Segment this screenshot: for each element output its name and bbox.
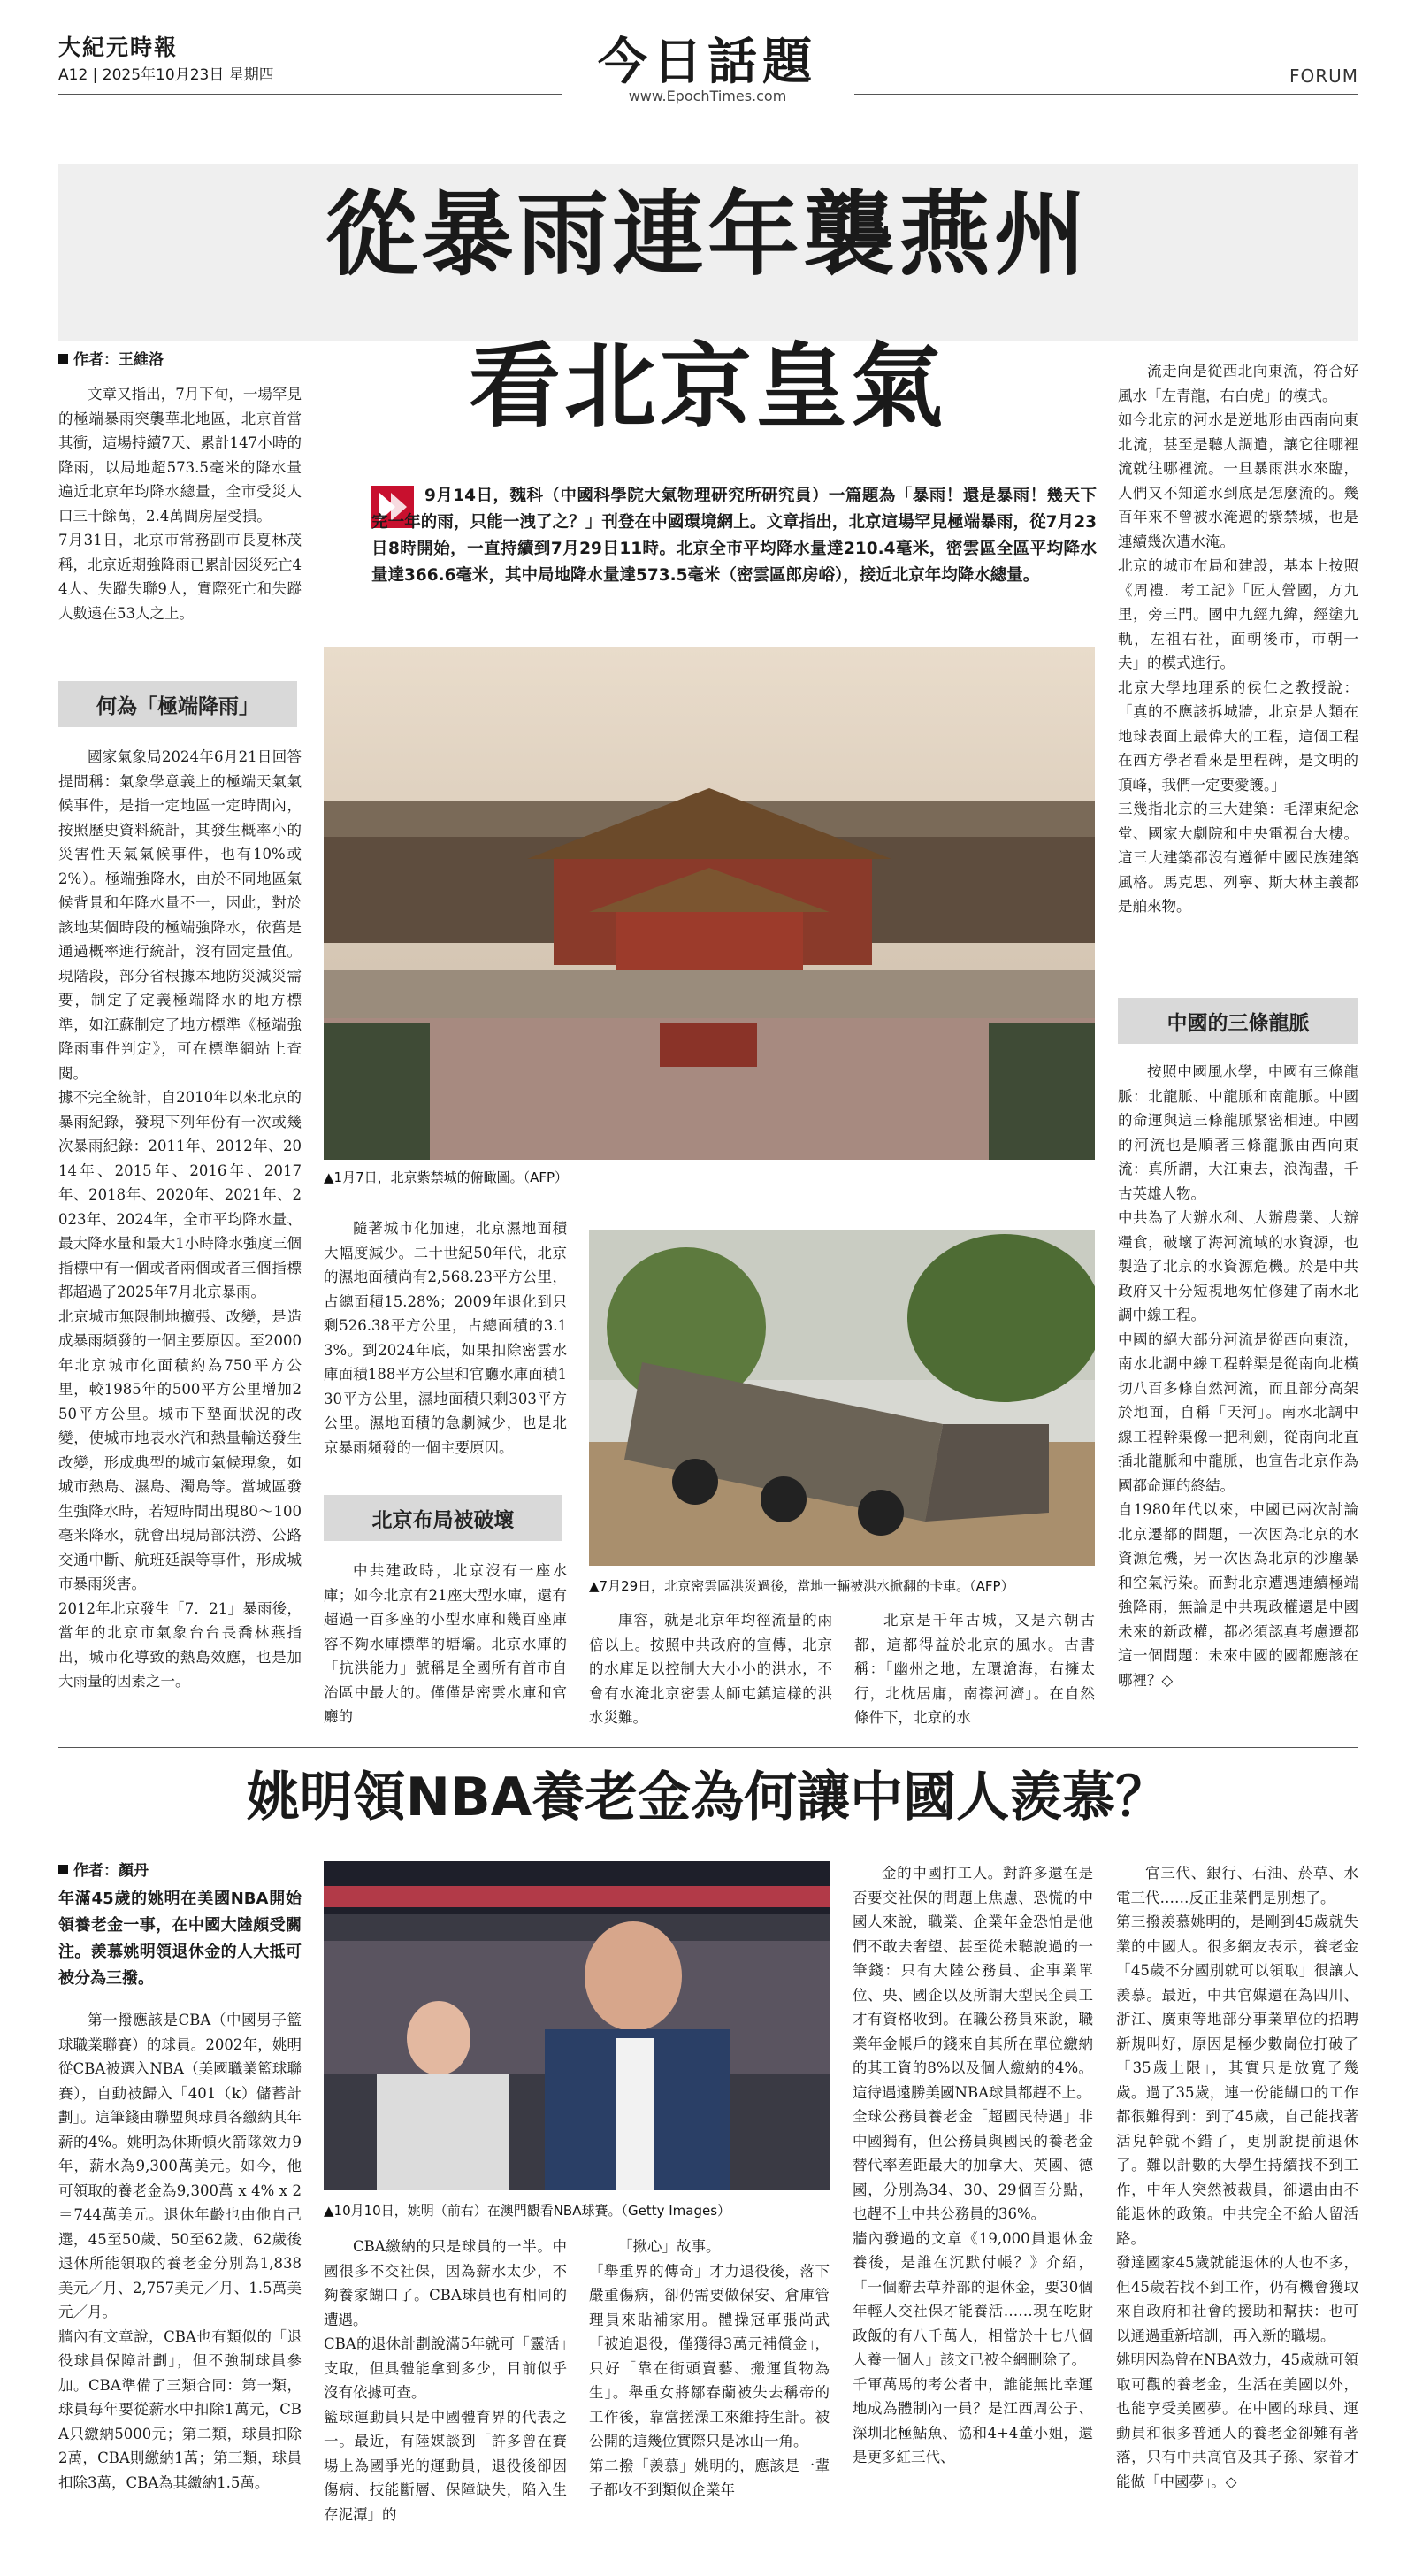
header-rule	[58, 94, 562, 95]
article1-col2-text: 隨著城市化加速，北京濕地面積大幅度減少。二十世紀50年代，北京的濕地面積尚有2,568.23平方公里，占總面積15.28%；2009年退化到只剩526.38平方公里，占總面積的3.13%。到2024年底，如果扣除密雲水庫面積188平方公里和官廳水庫面積130平方公里，濕地面積只剩303平方公里。濕地面積的急劇減少，也是北京暴雨頻發的一個主要原因。	[324, 1220, 567, 1456]
article-divider	[58, 1747, 1358, 1748]
page-info: A12 | 2025年10月23日 星期四	[58, 66, 274, 84]
article1-col2	[324, 1216, 567, 1482]
article2-col5	[1116, 1861, 1358, 2553]
article1-lead: 9月14日，魏科（中國科學院大氣物理研究所研究員）一篇題為「暴雨！還是暴雨！幾天下完一年的雨，只能一洩了之？」刊登在中國環境網上。文章指出，北京這場罕見極端暴雨，從7月23日8時開始，一直持續到7月29日11時。北京全市平均降水量達210.4毫米，密雲區全區平均降水量達366.6毫米，其中局地降水量達573.5毫米（密雲區郎房峪），接近北京年均降水總量。	[371, 487, 1097, 585]
byline-square-icon	[58, 354, 68, 364]
website: www.EpochTimes.com	[628, 88, 787, 104]
article2-title: 姚明領NBA養老金為何讓中國人羨慕？	[246, 1767, 1169, 1828]
section-en: FORUM	[1289, 65, 1358, 87]
masthead-paper-name: 大紀元時報	[58, 34, 179, 60]
article2-col2-text: CBA繳納的只是球員的一半。中國很多不交社保，因為薪水太少，不夠養家餬口了。CBA球員也有相同的遭遇。 CBA的退休計劃說滿5年就可「靈活」支取，但具體能拿到多少，目前似乎沒有依據可查。 籃球運動員只是中國體育界的代表之一。最近，有陸媒談到「許多曾在賽場上為國爭光的運動員，退役後卻因傷病、技能斷層、保障缺失，陷入生存泥潭」的	[324, 2238, 567, 2523]
article1-byline	[58, 347, 164, 369]
article1-col5b	[1118, 1060, 1358, 1732]
photo-forbidden-city	[324, 647, 1095, 1160]
article2-lead: 年滿45歲的姚明在美國NBA開始領養老金一事，在中國大陸頗受關注。羨慕姚明領退休金的人大抵可被分為三撥。	[58, 1890, 302, 1988]
section-heading-extreme-rain: 何為「極端降雨」	[58, 681, 297, 727]
article2-col4-text: 金的中國打工人。對許多還在是否要交社保的問題上焦慮、恐慌的中國人來說，職業、企業年金恐怕是他們不敢去奢望、甚至從未聽說過的一筆錢：只有大陸公務員、企事業單位、央、國企以及所謂大型民企員工才有資格收到。在職公務員來說，職業年金帳戶的錢來自其所在單位繳納的其工資的8%以及個人繳納的4%。這待遇遠勝美國NBA球員都趕不上。 全球公務員養老金「超國民待遇」非中國獨有，但公務員與國民的養老金替代率差距最大的加拿大、英國、德國，分別為34、30、29個百分點，也趕不上中共公務員的36%。 牆內發過的文章《19,000員退休金養後，是誰在沉默付帳？》介紹，「一個辭去草莽部的退休金，要30個年輕人交社保才能養活……現在吃財政飯的有八千萬人，相當於十七八個人養一個人」該文已被全網刪除了。 千軍萬馬的考公者中，誰能無比幸運地成為體制內一員？是江西周公子、深圳北極鮎魚、協和4+4董小姐，還是更多紅三代、	[853, 1865, 1093, 2465]
article2-col3	[589, 2235, 830, 2553]
article1-col1b-text: 國家氣象局2024年6月21日回答提問稱：氣象學意義上的極端天氣氣候事件，是指一定地區一定時間內，按照歷史資料統計，其發生概率小的災害性天氣氣候事件，也有10%或2%）。極端強降水，由於不同地區氣候背景和年降水量不一，因此，對於該地某個時段的極端強降水，依舊是通過概率進行統計，沒有固定量值。現階段，部分省根據本地防災減災需要，制定了定義極端降水的地方標準，如江蘇制定了地方標準《極端強降雨事件判定》，可在標準網站上查閱。 據不完全統計，自2010年以來北京的暴雨紀錄，發現下列年份有一次或幾次暴雨紀錄：2011年、2012年、2014年、2015年、2016年、2017年、2018年、2020年、2021年、2023年、2024年，全市平均降水量、最大降水量和最大1小時降水強度三個指標中有一個或者兩個或者三個指標都超過了2025年7月北京暴雨。 北京城市無限制地擴張、改變，是造成暴雨頻發的一個主要原因。至2000年北京城市化面積約為750平方公里，較1985年的500平方公里增加250平方公里。城市下墊面狀況的改變，使城市地表水汽和熱量輸送發生改變，形成典型的城市氣候現象，如城市熱島、濕島、濁島等。當城區發生強降水時，若短時間出現80～100毫米降水，就會出現局部洪澇、公路交通中斷、航班延誤等事件，形成城市暴雨災害。 2012年北京發生「7．21」暴雨後，當年的北京市氣象台台長喬林燕指出，城市化導致的熱島效應，也是加大雨量的因素之一。	[58, 748, 302, 1690]
article1-col2b	[324, 1559, 567, 1727]
article1-col5b-text: 按照中國風水學，中國有三條龍脈：北龍脈、中龍脈和南龍脈。中國的命運與這三條龍脈緊密相連。中國的河流也是順著三條龍脈由西向東流：真所謂，大江東去，浪淘盡，千古英雄人物。 中共為了大辦水利、大辦農業、大辦糧食，破壞了海河流域的水資源，也製造了北京的水資源危機。於是中共政府又十分短視地匆忙修建了南水北調中線工程。 中國的絕大部分河流是從西向東流，南水北調中線工程幹渠是從南向北橫切八百多條自然河流，而且部分高架於地面，自稱「天河」。南水北調中線工程幹渠像一把利劍，從南向北直插北龍脈和中龍脈，也宣告北京作為國都命運的終結。 自1980年代以來，中國已兩次討論北京遷都的問題，一次因為北京的水資源危機，另一次因為北京的沙塵暴和空氣污染。而對北京遭遇連續極端強降雨，無論是中共現政權還是中國未來的新政權，都必須認真考慮遷都這一個問題：未來中國的國都應該在哪裡？◇	[1118, 1063, 1358, 1689]
header-rule-right	[854, 94, 1358, 95]
article1-title-line2: 看北京皇氣	[468, 332, 946, 441]
article2-col3-text: 「揪心」故事。 「舉重界的傳奇」才力退役後，落下嚴重傷病，卻仍需要做保安、倉庫管理員來貼補家用。體操冠軍張尚武「被迫退役，僅獲得3萬元補償金」，只好「靠在街頭賣藝、搬運貨物為生」。舉重女將鄒春蘭被失去稱帝的工作後，靠當搓澡工來維持生計。被公開的這幾位實際只是冰山一角。 第二撥「羨慕」姚明的，應該是一輩子都收不到類似企業年	[589, 2238, 830, 2498]
article2-col5-text: 官三代、銀行、石油、菸草、水電三代……反正韭菜們是別想了。 第三撥羨慕姚明的，是剛到45歲就失業的中國人。很多網友表示，養老金「45歲不分國別就可以領取」很讓人羨慕。最近，中共官媒還在為四川、浙江、廣東等地部分事業單位的招聘新規叫好，原因是極少數崗位打破了「35歲上限」，其實只是放寬了幾歲。過了35歲，連一份能餬口的工作都很難得到：到了45歲，自己能找著活兒幹就不錯了，更別說提前退休了。難以計數的大學生持續找不到工作，中年人突然被裁員，卻還由由不能退休的政策。中共完全不給人留活路。 發達國家45歲就能退休的人也不多，但45歲若找不到工作，仍有機會獲取來自政府和社會的援助和幫扶：也可以通過重新培訓，再入新的職場。 姚明因為曾在NBA效力，45歲就可領取可觀的養老金，生活在美國以外，也能享受美國夢。在中國的球員、運動員和很多普通人的養老金卻難有著落，只有中共高官及其子孫、家眷才能做「中國夢」。◇	[1116, 1865, 1358, 2490]
photo2-caption: ▲7月29日，北京密雲區洪災過後，當地一輛被洪水掀翻的卡車。（AFP）	[589, 1578, 1014, 1594]
article1-byline-text: 作者：王維洛	[73, 351, 164, 369]
article1-col5	[1118, 359, 1358, 987]
section-heading-beijing-layout: 北京布局被破壞	[324, 1495, 562, 1541]
section-title: 今日話題	[598, 34, 817, 91]
article2-col4	[853, 1861, 1093, 2553]
photo-overturned-truck	[589, 1230, 1095, 1566]
article2-byline-text: 作者：顏丹	[73, 1862, 149, 1880]
article1-col5-text: 流走向是從西北向東流，符合好風水「左青龍，右白虎」的模式。 如今北京的河水是逆地形由西南向東北流，甚至是聽人調遣，讓它往哪裡流就往哪裡流。一旦暴雨洪水來臨，人們又不知道水到底是怎麼流的。幾百年來不曾被水淹過的紫禁城，也是連續幾次遭水淹。 北京的城市布局和建設，基本上按照《周禮．考工記》「匠人營國，方九里，旁三門。國中九經九緯，經塗九軌，左祖右社，面朝後市，市朝一夫」的模式進行。 北京大學地理系的侯仁之教授說：「真的不應該拆城牆，北京是人類在地球表面上最偉大的工程，這個工程在西方學者看來是里程碑，是文明的頂峰，我們一定要愛護。」 三幾指北京的三大建築：毛澤東紀念堂、國家大劇院和中央電視台大樓。這三大建築都沒有遵循中國民族建築風格。馬克思、列寧、斯大林主義都是舶來物。	[1118, 363, 1358, 915]
article1-col2b-text: 中共建政時，北京沒有一座水庫；如今北京有21座大型水庫，還有超過一百多座的小型水庫和幾百座庫容不夠水庫標準的塘壩。北京水庫的「抗洪能力」號稱是全國所有首市自治區中最大的。僅僅是密雲水庫和官廳的	[324, 1562, 567, 1725]
article1-col1-text: 文章又指出，7月下旬，一場罕見的極端暴雨突襲華北地區，北京首當其衝，這場持續7天、累計147小時的降雨，以局地超573.5毫米的降水量遍近北京年均降水總量，全市受災人口三十餘萬，2.4萬間房屋受損。 7月31日，北京市常務副市長夏林茂稱，北京近期強降雨已累計因災死亡44人、失蹤失聯9人，實際死亡和失蹤人數遠在53人之上。	[58, 386, 302, 622]
article2-col1	[58, 2008, 302, 2552]
photo3-caption: ▲10月10日，姚明（前右）在澳門觀看NBA球賽。（Getty Images）	[324, 2203, 731, 2219]
article1-col1b	[58, 745, 302, 1727]
section-heading-three-dragon-veins: 中國的三條龍脈	[1118, 998, 1358, 1044]
photo1-caption: ▲1月7日，北京紫禁城的俯瞰圖。（AFP）	[324, 1169, 569, 1185]
article1-col1	[58, 382, 302, 665]
byline-square-icon-2	[58, 1865, 68, 1874]
article1-col3b-text: 庫容，就是北京年均徑流量的兩倍以上。按照中共政府的宣傳，北京的水庫足以控制大大小小的洪水，不會有水淹北京密雲太師屯鎮這樣的洪水災難。	[589, 1612, 832, 1726]
article2-byline	[58, 1858, 149, 1880]
photo-yao-ming	[324, 1861, 830, 2190]
article2-col2	[324, 2235, 567, 2553]
article1-col4b	[854, 1608, 1095, 1732]
article2-col1-text: 第一撥應該是CBA（中國男子籃球職業聯賽）的球員。2002年，姚明從CBA被選入NBA（美國職業籃球聯賽），自動被歸入「401（k）儲蓄計劃」。這筆錢由聯盟與球員各繳納其年薪的4%。姚明為休斯頓火箭隊效力9年，薪水為9,300萬美元。如今，他可領取的養老金為9,300萬 x 4% x 2＝744萬美元。退休年齡也由他自己選，45至50歲、50至62歲、62歲後退休所能領取的養老金分別為1,838美元／月、2,757美元／月、1.5萬美元／月。 牆內有文章說，CBA也有類似的「退役球員保障計劃」，但不強制球員參加。CBA準備了三類合同：第一類，球員每年要從薪水中扣除1萬元，CBA只繳納5000元；第二類，球員扣除2萬，CBA則繳納1萬；第三類，球員扣除3萬，CBA為其繳納1.5萬。	[58, 2012, 302, 2491]
article1-title-line1: 從暴雨連年襲燕州	[325, 180, 1090, 288]
article1-col4b-text: 北京是千年古城，又是六朝古都，這都得益於北京的風水。古書稱：「幽州之地，左環滄海，右擁太行，北枕居庸，南襟河濟」。在自然條件下，北京的水	[854, 1612, 1095, 1726]
article1-col3b	[589, 1608, 832, 1732]
